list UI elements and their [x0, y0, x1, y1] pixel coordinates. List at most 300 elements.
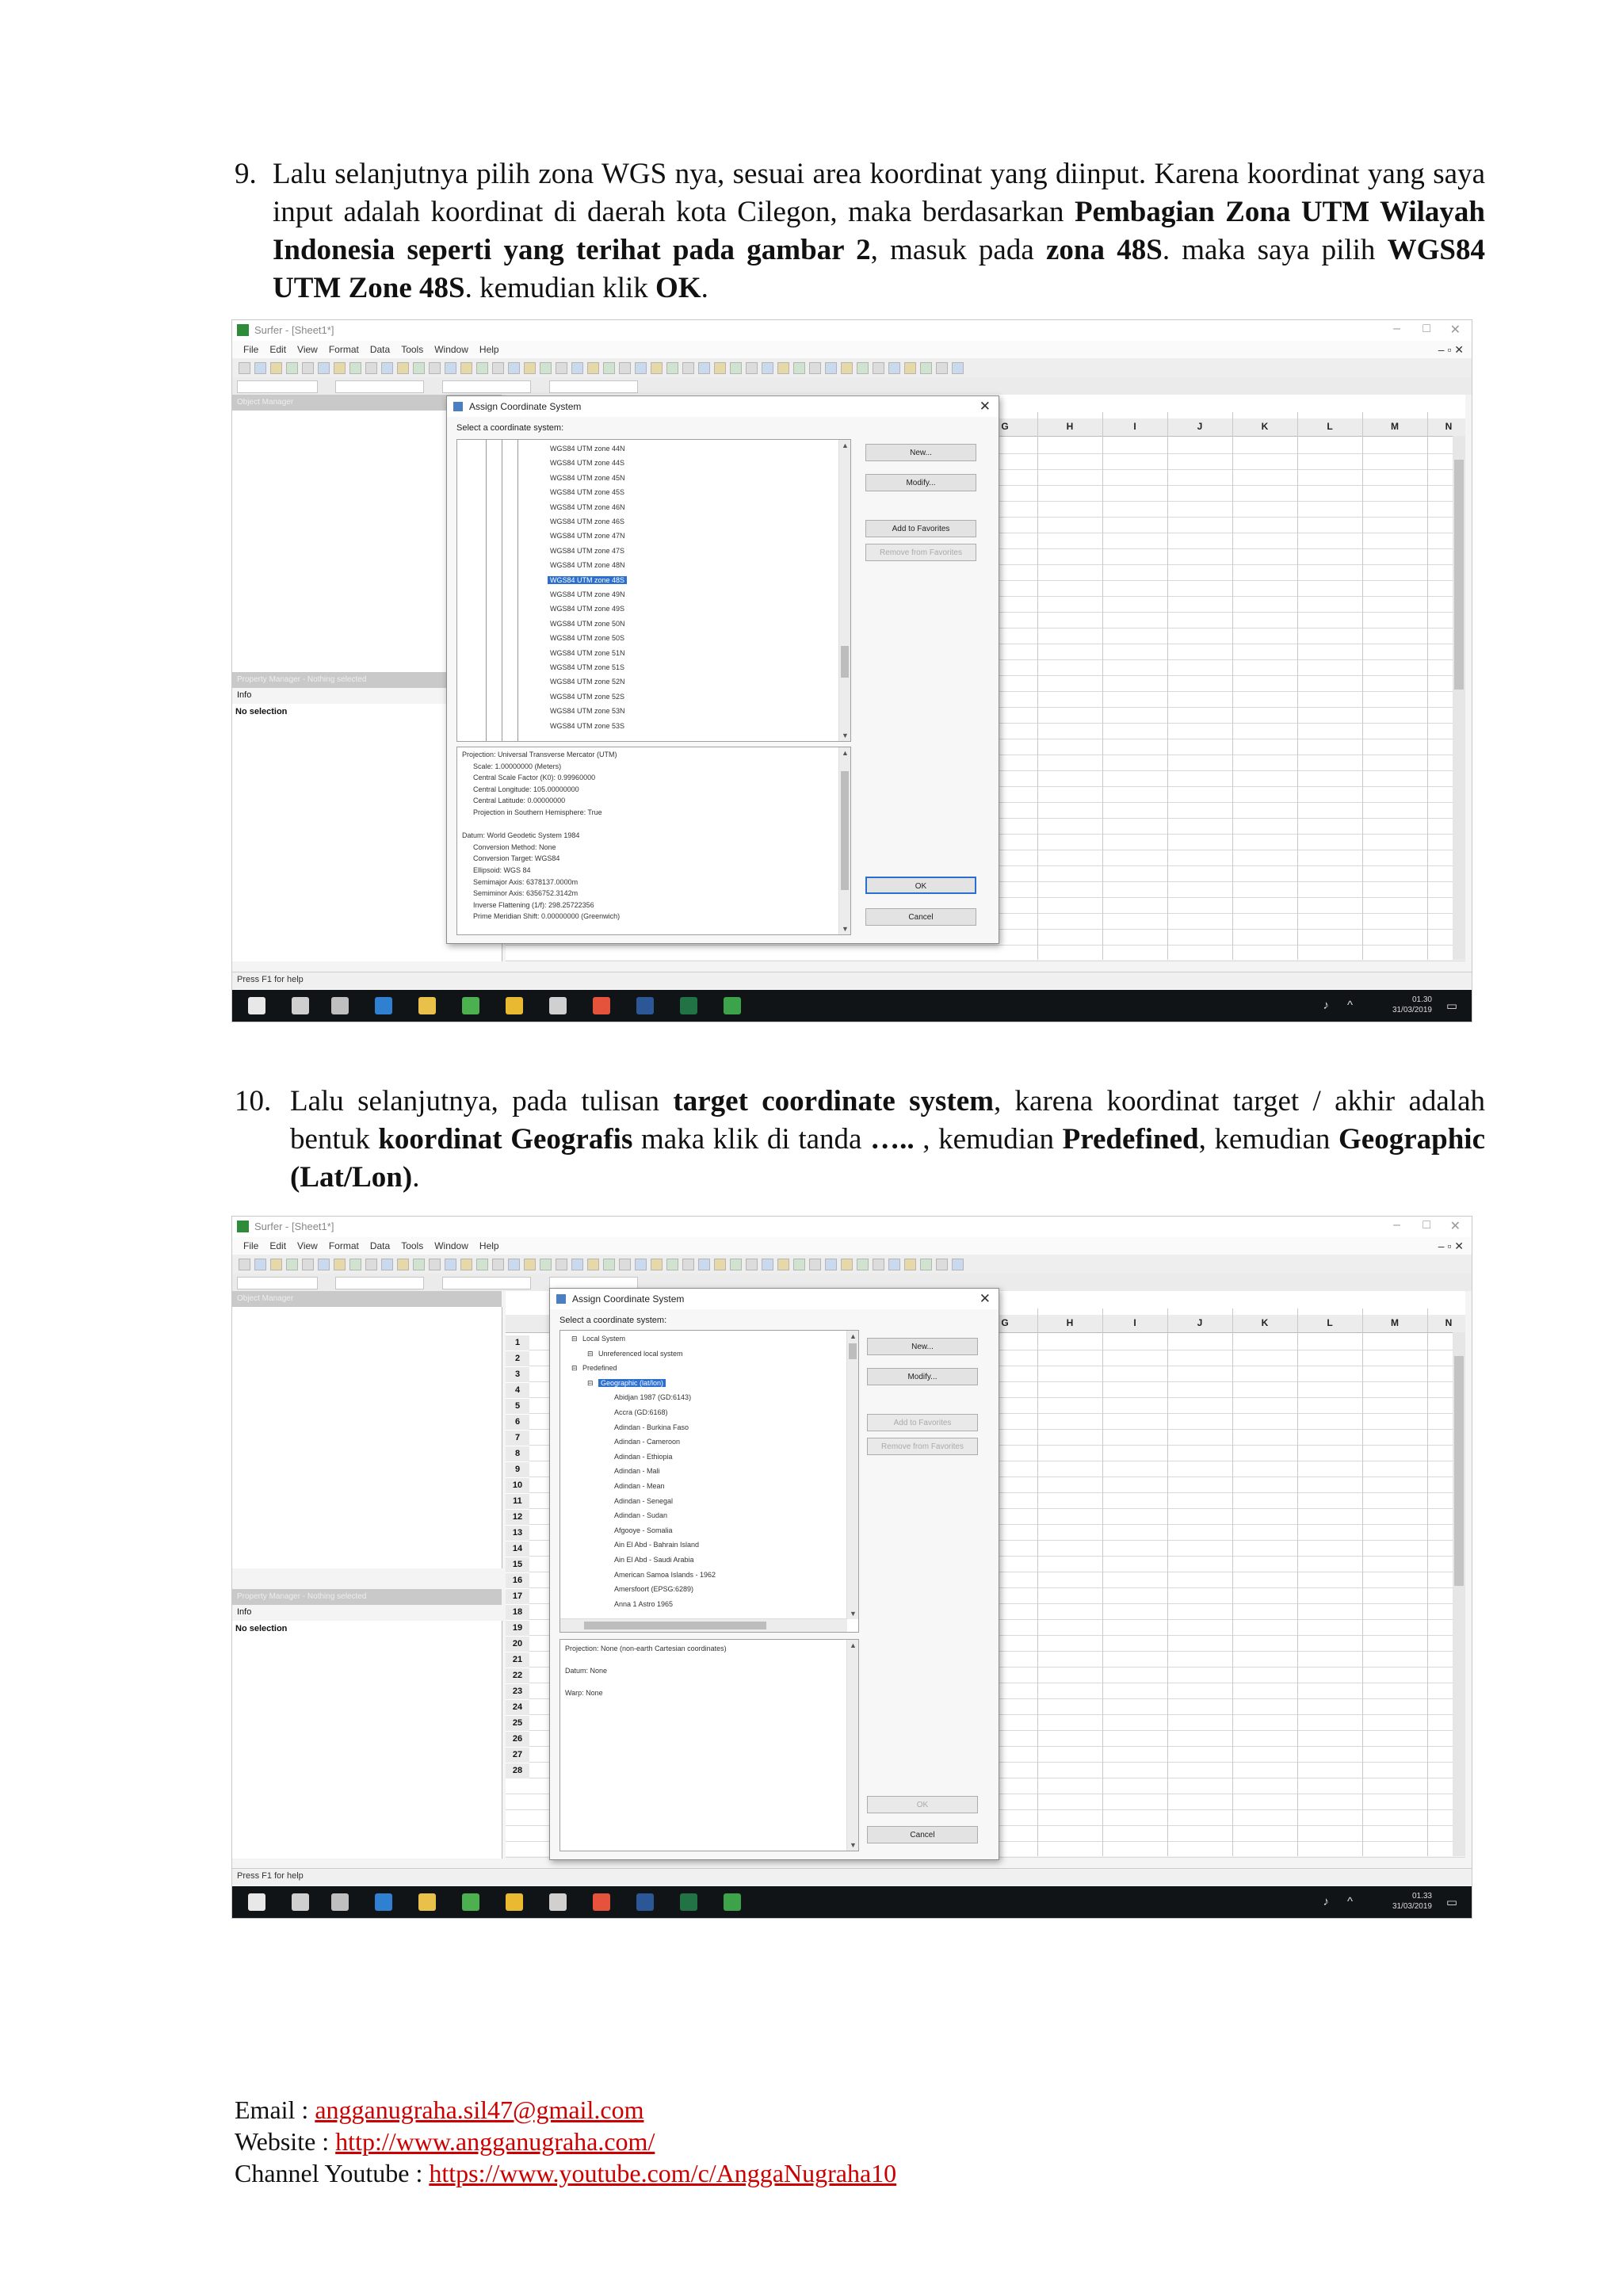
scroll-up-icon[interactable]: ▲	[850, 1641, 857, 1649]
coordinate-system-details	[456, 747, 851, 935]
row-number[interactable]: 4	[506, 1383, 529, 1398]
column-header-g[interactable]: G	[1001, 1317, 1009, 1328]
ok-button[interactable]: OK	[867, 1796, 978, 1813]
toolbar-button-icon[interactable]	[936, 362, 948, 374]
tree-node[interactable]: Afgooye - Somalia	[614, 1526, 673, 1534]
toolbar-button-icon[interactable]	[429, 1259, 441, 1270]
row-number[interactable]: 21	[506, 1652, 529, 1668]
toolbar-button-icon[interactable]	[239, 1259, 250, 1270]
toolbar-button-icon[interactable]	[857, 1259, 869, 1270]
screenshot-2	[231, 1216, 1472, 1919]
column-header-g[interactable]: G	[1001, 421, 1009, 432]
toolbar-button-icon[interactable]	[920, 1259, 932, 1270]
coordinate-system-tree[interactable]	[559, 1330, 859, 1633]
tree-node[interactable]: Ain El Abd - Saudi Arabia	[614, 1556, 694, 1564]
list-item[interactable]: WGS84 UTM zone 44S	[550, 459, 625, 468]
chrome-icon[interactable]	[593, 1893, 610, 1911]
tray-up-icon[interactable]: ^	[1346, 1895, 1353, 1908]
toolbar-button-icon[interactable]	[857, 362, 869, 374]
app-icon[interactable]	[506, 1893, 523, 1911]
list-item[interactable]: WGS84 UTM zone 53S	[550, 721, 625, 730]
word-icon[interactable]	[636, 1893, 654, 1911]
toolbar-button-icon[interactable]	[556, 1259, 567, 1270]
row-number[interactable]: 24	[506, 1700, 529, 1715]
toolbar-button-icon[interactable]	[714, 1259, 726, 1270]
toolbar-button-icon[interactable]	[445, 362, 456, 374]
toolbar-button-icon[interactable]	[730, 362, 742, 374]
text-part: Lalu selanjutnya pilih zona WGS nya, sesuai area koordinat yang diinput. Karena koordinat yang saya input adalah koordinat di daerah kota Cilegon, maka berdasarkan	[273, 158, 1485, 228]
maximize-icon[interactable]: □	[1423, 1218, 1430, 1232]
toolbar-button-icon[interactable]	[429, 362, 441, 374]
toolbar-button-icon[interactable]	[651, 362, 663, 374]
mdi-window-controls-icon[interactable]: – ▫ ✕	[1438, 343, 1464, 356]
website-link[interactable]: http://www.angganugraha.com/	[335, 2127, 655, 2156]
toolbar-button-icon[interactable]	[524, 1259, 536, 1270]
row-number[interactable]: 22	[506, 1668, 529, 1683]
row-number[interactable]: 7	[506, 1431, 529, 1446]
ok-button[interactable]: OK	[865, 877, 976, 894]
excel-icon[interactable]	[680, 997, 697, 1014]
toolbar-button-icon[interactable]	[587, 1259, 599, 1270]
row-number[interactable]: 27	[506, 1748, 529, 1763]
toolbar-button-icon[interactable]	[714, 362, 726, 374]
tree-expander-icon[interactable]: ⊟	[571, 1364, 578, 1373]
height-field[interactable]	[442, 380, 531, 393]
column-header-j[interactable]: J	[1197, 421, 1203, 432]
tree-scroll-thumb[interactable]	[849, 1343, 857, 1359]
worksheet-scrollbar[interactable]	[1453, 436, 1465, 960]
toolbar-button-icon[interactable]	[318, 362, 330, 374]
excel-icon[interactable]	[680, 1893, 697, 1911]
toolbar-button-icon[interactable]	[365, 1259, 377, 1270]
menu-format[interactable]: Format	[328, 1240, 359, 1251]
info-tab[interactable]	[232, 1605, 502, 1622]
toolbar-button-icon[interactable]	[381, 1259, 393, 1270]
details-scroll-thumb[interactable]	[841, 771, 849, 890]
list-item[interactable]: WGS84 UTM zone 49N	[550, 590, 625, 598]
remove-from-favorites-button[interactable]: Remove from Favorites	[867, 1438, 978, 1455]
menu-tools[interactable]: Tools	[401, 1240, 424, 1251]
email-link[interactable]: angganugraha.sil47@gmail.com	[315, 2095, 644, 2124]
toolbar-button-icon[interactable]	[809, 362, 821, 374]
menu-help[interactable]: Help	[479, 1240, 499, 1251]
toolbar-button-icon[interactable]	[619, 362, 631, 374]
list-item[interactable]: WGS84 UTM zone 46S	[550, 518, 625, 525]
row-number[interactable]: 13	[506, 1526, 529, 1541]
toolbar-button-icon[interactable]	[888, 362, 900, 374]
toolbar-button-icon[interactable]	[302, 362, 314, 374]
toolbar-button-icon[interactable]	[888, 1259, 900, 1270]
cancel-button[interactable]: Cancel	[867, 1826, 978, 1843]
surfer-icon[interactable]	[724, 1893, 741, 1911]
toolbar-button-icon[interactable]	[666, 362, 678, 374]
row-number[interactable]: 11	[506, 1494, 529, 1509]
detail-line: Conversion Target: WGS84	[473, 854, 560, 863]
column-header-m[interactable]: M	[1391, 421, 1399, 432]
toolbar-button-icon[interactable]	[524, 362, 536, 374]
list-item[interactable]: WGS84 UTM zone 45N	[550, 473, 625, 482]
toolbar-button-icon[interactable]	[587, 362, 599, 374]
store-icon[interactable]	[462, 1893, 479, 1911]
toolbar-button-icon[interactable]	[936, 1259, 948, 1270]
toolbar-button-icon[interactable]	[318, 1259, 330, 1270]
toolbar-button-icon[interactable]	[571, 362, 583, 374]
toolbar-button-icon[interactable]	[270, 362, 282, 374]
new-button[interactable]: New...	[867, 1338, 978, 1355]
file-explorer-icon[interactable]	[418, 997, 436, 1014]
toolbar-button-icon[interactable]	[397, 362, 409, 374]
tree-node[interactable]: Accra (GD:6168)	[614, 1408, 668, 1416]
cell-ref-field[interactable]	[237, 380, 318, 393]
selected-tree-node[interactable]: Geographic (lat/lon)	[598, 1379, 666, 1387]
list-item[interactable]: WGS84 UTM zone 52S	[550, 692, 625, 701]
toolbar-button-icon[interactable]	[682, 1259, 694, 1270]
camera-icon[interactable]	[549, 997, 567, 1014]
scroll-down-icon[interactable]: ▼	[842, 732, 849, 739]
toolbar-button-icon[interactable]	[873, 362, 884, 374]
scroll-down-icon[interactable]: ▼	[850, 1610, 857, 1618]
tree-node[interactable]: Adindan - Ethiopia	[614, 1452, 673, 1461]
tree-scrollbar[interactable]	[846, 1331, 858, 1619]
toolbar-button-icon[interactable]	[682, 362, 694, 374]
remove-from-favorites-button[interactable]: Remove from Favorites	[865, 544, 976, 561]
scroll-up-icon[interactable]: ▲	[842, 441, 849, 449]
list-item[interactable]: WGS84 UTM zone 49S	[550, 605, 625, 613]
modify-button[interactable]: Modify...	[867, 1368, 978, 1385]
task-view-icon[interactable]	[331, 997, 349, 1014]
network-icon[interactable]: ♪	[1323, 1895, 1329, 1908]
cancel-button[interactable]: Cancel	[865, 908, 976, 926]
toolbar-button-icon[interactable]	[904, 1259, 916, 1270]
row-number[interactable]: 9	[506, 1462, 529, 1477]
toolbar-button-icon[interactable]	[651, 1259, 663, 1270]
toolbar-button-icon[interactable]	[556, 362, 567, 374]
worksheet-scroll-thumb[interactable]	[1454, 460, 1464, 690]
toolbar-button-icon[interactable]	[841, 362, 853, 374]
minimize-icon[interactable]: –	[1393, 1218, 1400, 1232]
notification-icon[interactable]: ▭	[1445, 1896, 1457, 1909]
toolbar-button-icon[interactable]	[540, 1259, 552, 1270]
list-scrollbar[interactable]	[838, 440, 850, 741]
camera-icon[interactable]	[549, 1893, 567, 1911]
row-number[interactable]: 16	[506, 1573, 529, 1588]
list-item[interactable]: WGS84 UTM zone 51S	[550, 663, 625, 671]
word-icon[interactable]	[636, 997, 654, 1014]
toolbar-button-icon[interactable]	[873, 1259, 884, 1270]
toolbar-button-icon[interactable]	[492, 1259, 504, 1270]
notification-icon[interactable]: ▭	[1445, 999, 1457, 1013]
toolbar-button-icon[interactable]	[397, 1259, 409, 1270]
tray-up-icon[interactable]: ^	[1346, 999, 1353, 1012]
tree-hscrollbar[interactable]	[560, 1618, 847, 1632]
tree-node[interactable]: Abidjan 1987 (GD:6143)	[614, 1393, 692, 1402]
detail-line: Warp: None	[565, 1689, 603, 1697]
toolbar-button-icon[interactable]	[952, 362, 964, 374]
tree-node[interactable]: Adindan - Mali	[614, 1467, 660, 1476]
toolbar-button-icon[interactable]	[904, 362, 916, 374]
details-scrollbar[interactable]	[846, 1640, 858, 1851]
toolbar-button-icon[interactable]	[413, 362, 425, 374]
toolbar-button-icon[interactable]	[460, 1259, 472, 1270]
toolbar-button-icon[interactable]	[603, 362, 615, 374]
toolbar-button-icon[interactable]	[730, 1259, 742, 1270]
row-number[interactable]: 15	[506, 1557, 529, 1572]
row-number[interactable]: 8	[506, 1446, 529, 1461]
height-field[interactable]	[442, 1277, 531, 1289]
list-item[interactable]: WGS84 UTM zone 47N	[550, 532, 625, 541]
column-header-k[interactable]: K	[1261, 421, 1269, 432]
toolbar-button-icon[interactable]	[365, 362, 377, 374]
toolbar-button-icon[interactable]	[270, 1259, 282, 1270]
toolbar-button-icon[interactable]	[619, 1259, 631, 1270]
toolbar-button-icon[interactable]	[254, 362, 266, 374]
row-number[interactable]: 6	[506, 1415, 529, 1430]
object-manager-header	[232, 1291, 502, 1307]
row-number[interactable]: 20	[506, 1637, 529, 1652]
task-view-icon[interactable]	[331, 1893, 349, 1911]
tree-node[interactable]: Predefined	[582, 1364, 617, 1373]
menu-data[interactable]: Data	[369, 344, 391, 355]
windows-start-icon[interactable]	[248, 1893, 265, 1911]
list-item[interactable]: WGS84 UTM zone 50S	[550, 634, 625, 643]
toolbar-button-icon[interactable]	[920, 362, 932, 374]
row-number[interactable]: 14	[506, 1541, 529, 1557]
toolbar-button-icon[interactable]	[334, 362, 346, 374]
tree-node[interactable]: Adindan - Senegal	[614, 1496, 674, 1505]
add-to-favorites-button[interactable]: Add to Favorites	[867, 1414, 978, 1431]
scroll-down-icon[interactable]: ▼	[842, 925, 849, 933]
search-icon[interactable]	[292, 997, 309, 1014]
row-number[interactable]: 19	[506, 1621, 529, 1636]
modify-button[interactable]: Modify...	[865, 474, 976, 491]
toolbar-button-icon[interactable]	[698, 362, 710, 374]
row-number[interactable]: 18	[506, 1605, 529, 1620]
menu-tools[interactable]: Tools	[401, 344, 424, 355]
tree-node[interactable]: American Samoa Islands - 1962	[614, 1570, 716, 1579]
format-field[interactable]	[549, 380, 638, 393]
column-header-k[interactable]: K	[1261, 1317, 1269, 1328]
toolbar-button-icon[interactable]	[746, 362, 758, 374]
column-header-h[interactable]: H	[1066, 1317, 1074, 1328]
menu-view[interactable]: View	[297, 1240, 318, 1251]
list-item[interactable]: WGS84 UTM zone 50N	[550, 619, 625, 628]
windows-taskbar	[232, 1886, 1472, 1918]
toolbar-button-icon[interactable]	[825, 362, 837, 374]
mdi-window-controls-icon[interactable]: – ▫ ✕	[1438, 1240, 1464, 1252]
detail-line: Datum: None	[565, 1667, 608, 1675]
toolbar-button-icon[interactable]	[508, 362, 520, 374]
toolbar-button-icon[interactable]	[254, 1259, 266, 1270]
youtube-link[interactable]: https://www.youtube.com/c/AnggaNugraha10	[429, 2159, 897, 2187]
windows-start-icon[interactable]	[248, 997, 265, 1014]
grid-line	[1362, 412, 1363, 960]
toolbar-button-icon[interactable]	[492, 362, 504, 374]
toolbar-button-icon[interactable]	[809, 1259, 821, 1270]
width-field[interactable]	[335, 380, 424, 393]
toolbar-button-icon[interactable]	[746, 1259, 758, 1270]
row-number[interactable]: 17	[506, 1589, 529, 1604]
add-to-favorites-button[interactable]: Add to Favorites	[865, 520, 976, 537]
close-icon[interactable]: ✕	[1449, 323, 1461, 337]
maximize-icon[interactable]: □	[1423, 322, 1430, 335]
selected-list-item[interactable]: WGS84 UTM zone 48S	[548, 576, 627, 584]
surfer-app-icon	[237, 1221, 249, 1232]
list-item[interactable]: WGS84 UTM zone 45S	[550, 488, 625, 497]
network-icon[interactable]: ♪	[1323, 999, 1329, 1012]
file-explorer-icon[interactable]	[418, 1893, 436, 1911]
tree-hscroll-thumb[interactable]	[584, 1622, 766, 1629]
tree-node[interactable]: Adindan - Mean	[614, 1482, 665, 1490]
column-header-l[interactable]: L	[1327, 421, 1333, 432]
toolbar-button-icon[interactable]	[793, 1259, 805, 1270]
store-icon[interactable]	[462, 997, 479, 1014]
column-header-h[interactable]: H	[1066, 421, 1074, 432]
worksheet-scroll-thumb[interactable]	[1454, 1356, 1464, 1586]
scroll-down-icon[interactable]: ▼	[850, 1841, 857, 1849]
toolbar-button-icon[interactable]	[286, 362, 298, 374]
toolbar-button-icon[interactable]	[635, 362, 647, 374]
toolbar-button-icon[interactable]	[777, 1259, 789, 1270]
surfer-icon[interactable]	[724, 997, 741, 1014]
scroll-up-icon[interactable]: ▲	[850, 1332, 857, 1340]
worksheet-scrollbar[interactable]	[1453, 1332, 1465, 1856]
toolbar-button-icon[interactable]	[698, 1259, 710, 1270]
bold-part: koordinat Geografis	[378, 1123, 633, 1156]
list-item[interactable]: WGS84 UTM zone 51N	[550, 648, 625, 657]
row-number[interactable]: 2	[506, 1351, 529, 1366]
minimize-icon[interactable]: –	[1393, 322, 1400, 335]
tree-node[interactable]: Anna 1 Astro 1965	[614, 1599, 674, 1608]
list-scroll-thumb[interactable]	[841, 646, 849, 678]
coordinate-system-list[interactable]	[456, 439, 851, 742]
column-header-n[interactable]: N	[1445, 1317, 1453, 1328]
toolbar-button-icon[interactable]	[540, 362, 552, 374]
toolbar-button-icon[interactable]	[349, 362, 361, 374]
width-field[interactable]	[335, 1277, 424, 1289]
menu-view[interactable]: View	[297, 344, 318, 355]
edge-icon[interactable]	[375, 1893, 392, 1911]
column-header-i[interactable]: I	[1133, 421, 1136, 432]
column-header-n[interactable]: N	[1445, 421, 1453, 432]
tree-expander-icon[interactable]: ⊟	[587, 1378, 594, 1387]
tree-expander-icon[interactable]: ⊟	[587, 1349, 594, 1358]
bold-part: Predefined	[1062, 1123, 1199, 1156]
toolbar-button-icon[interactable]	[777, 362, 789, 374]
row-number[interactable]: 1	[506, 1335, 529, 1350]
row-number[interactable]: 25	[506, 1716, 529, 1731]
toolbar-button-icon[interactable]	[762, 362, 773, 374]
toolbar-button-icon[interactable]	[952, 1259, 964, 1270]
list-item[interactable]: WGS84 UTM zone 47S	[550, 546, 625, 555]
toolbar-button-icon[interactable]	[571, 1259, 583, 1270]
step-10-number: 10.	[235, 1085, 272, 1117]
tree-node[interactable]: Adindan - Cameroon	[614, 1438, 681, 1446]
clock[interactable]	[1392, 1891, 1432, 1912]
toolbar-button-icon[interactable]	[793, 362, 805, 374]
row-number[interactable]: 23	[506, 1684, 529, 1699]
toolbar-button-icon[interactable]	[334, 1259, 346, 1270]
clock[interactable]	[1392, 995, 1432, 1015]
toolbar-button-icon[interactable]	[762, 1259, 773, 1270]
toolbar-button-icon[interactable]	[239, 362, 250, 374]
tree-node[interactable]: Adindan - Burkina Faso	[614, 1423, 689, 1431]
property-manager-title: Property Manager - Nothing selected	[237, 675, 367, 684]
dialog-close-icon[interactable]: ✕	[979, 399, 991, 414]
row-number[interactable]: 28	[506, 1763, 529, 1778]
menu-window[interactable]: Window	[434, 1240, 468, 1251]
text-part: , karena koordinat target / akhir adalah bentuk	[290, 1085, 1485, 1156]
scroll-up-icon[interactable]: ▲	[842, 749, 849, 757]
toolbar-button-icon[interactable]	[445, 1259, 456, 1270]
tree-node[interactable]: Ain El Abd - Bahrain Island	[614, 1541, 700, 1549]
toolbar-button-icon[interactable]	[635, 1259, 647, 1270]
list-item[interactable]: WGS84 UTM zone 46N	[550, 502, 625, 511]
row-number[interactable]: 3	[506, 1367, 529, 1382]
menu-data[interactable]: Data	[369, 1240, 391, 1251]
toolbar-button-icon[interactable]	[413, 1259, 425, 1270]
cell-ref-field[interactable]	[237, 1277, 318, 1289]
menu-help[interactable]: Help	[479, 344, 499, 355]
toolbar-button-icon[interactable]	[476, 362, 488, 374]
toolbar-button-icon[interactable]	[286, 1259, 298, 1270]
list-item[interactable]: WGS84 UTM zone 48N	[550, 561, 625, 570]
toolbar-button-icon[interactable]	[476, 1259, 488, 1270]
dialog-close-icon[interactable]: ✕	[979, 1291, 991, 1306]
menu-file[interactable]: File	[243, 344, 259, 355]
search-icon[interactable]	[292, 1893, 309, 1911]
toolbar-button-icon[interactable]	[302, 1259, 314, 1270]
menu-window[interactable]: Window	[434, 344, 468, 355]
toolbar-button-icon[interactable]	[349, 1259, 361, 1270]
tree-node[interactable]: Unreferenced local system	[598, 1349, 683, 1358]
edge-icon[interactable]	[375, 997, 392, 1014]
tree-expander-icon[interactable]: ⊟	[571, 1335, 578, 1343]
column-header-j[interactable]: J	[1197, 1317, 1203, 1328]
toolbar-button-icon[interactable]	[666, 1259, 678, 1270]
list-item[interactable]: WGS84 UTM zone 52N	[550, 678, 625, 686]
column-header-i[interactable]: I	[1133, 1317, 1136, 1328]
menu-file[interactable]: File	[243, 1240, 259, 1251]
toolbar-button-icon[interactable]	[508, 1259, 520, 1270]
toolbar-button-icon[interactable]	[603, 1259, 615, 1270]
tree-node[interactable]: Local System	[582, 1335, 626, 1343]
tree-node[interactable]: Adindan - Sudan	[614, 1511, 668, 1520]
app-icon[interactable]	[506, 997, 523, 1014]
row-number[interactable]: 26	[506, 1732, 529, 1747]
toolbar-button-icon[interactable]	[841, 1259, 853, 1270]
menu-edit[interactable]: Edit	[269, 1240, 287, 1251]
menu-format[interactable]: Format	[328, 344, 359, 355]
new-button[interactable]: New...	[865, 444, 976, 461]
list-item[interactable]: WGS84 UTM zone 53N	[550, 707, 625, 716]
row-number[interactable]: 10	[506, 1478, 529, 1493]
row-number[interactable]: 5	[506, 1399, 529, 1414]
column-header-l[interactable]: L	[1327, 1317, 1333, 1328]
dialog-icon	[556, 1294, 566, 1304]
clock-time: 01.33	[1411, 1892, 1432, 1901]
chrome-icon[interactable]	[593, 997, 610, 1014]
close-icon[interactable]: ✕	[1449, 1220, 1461, 1233]
menu-edit[interactable]: Edit	[269, 344, 287, 355]
details-scrollbar[interactable]	[838, 747, 850, 934]
row-number[interactable]: 12	[506, 1510, 529, 1525]
toolbar-button-icon[interactable]	[381, 362, 393, 374]
tree-node[interactable]: Amersfoort (EPSG:6289)	[614, 1585, 694, 1594]
column-header-m[interactable]: M	[1391, 1317, 1399, 1328]
list-item[interactable]: WGS84 UTM zone 44N	[550, 445, 625, 453]
toolbar-button-icon[interactable]	[460, 362, 472, 374]
toolbar-button-icon[interactable]	[825, 1259, 837, 1270]
